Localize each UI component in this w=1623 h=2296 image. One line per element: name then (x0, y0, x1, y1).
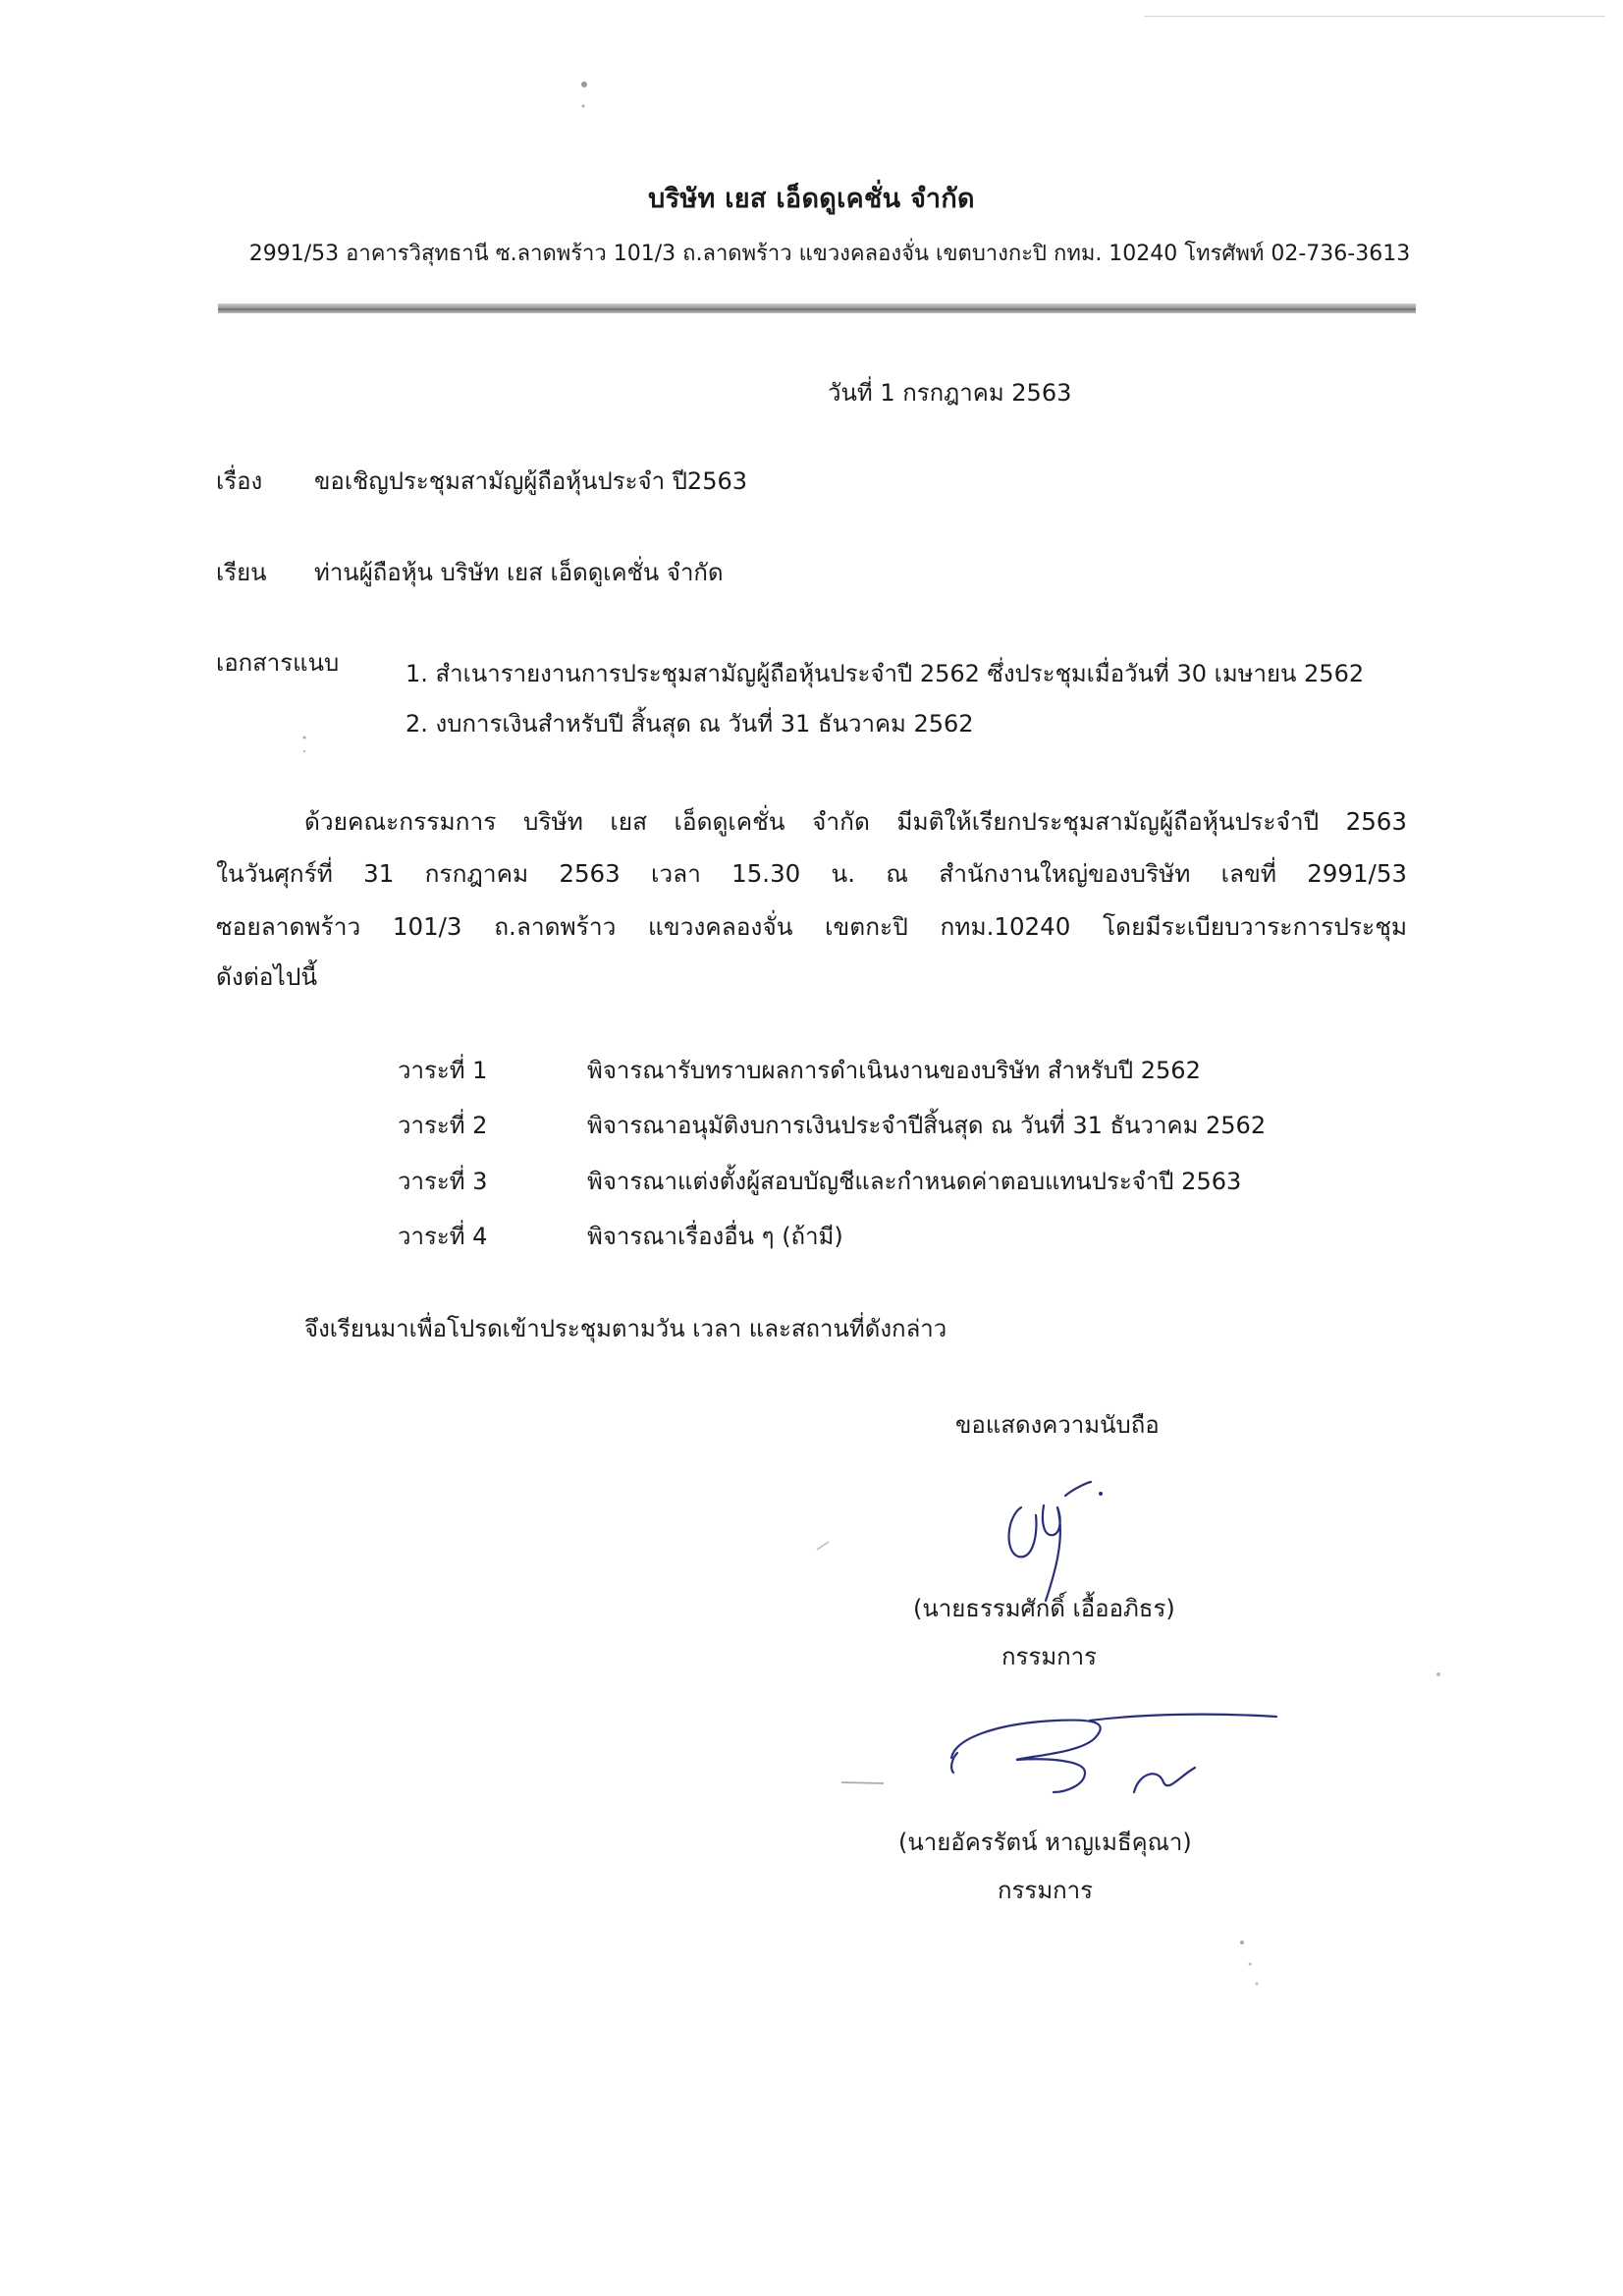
agenda-label: วาระที่ 3 (398, 1168, 488, 1195)
signatory-title: กรรมการ (1001, 1643, 1098, 1670)
agenda-text: พิจารณาอนุมัติงบการเงินประจำปีสิ้นสุด ณ วันที่ 31 ธันวาคม 2562 (587, 1112, 1267, 1139)
agenda-label: วาระที่ 4 (398, 1223, 488, 1250)
closing-text: จึงเรียนมาเพื่อโปรดเข้าประชุมตามวัน เวลา และสถานที่ดังกล่าว (304, 1315, 947, 1342)
scan-speck (839, 1777, 889, 1787)
scan-speck (815, 1532, 844, 1552)
scan-speck (574, 77, 594, 116)
regards-text: ขอแสดงความนับถือ (955, 1411, 1160, 1439)
signatory-title: กรรมการ (998, 1877, 1094, 1904)
company-name: บริษัท เยส เอ็ดดูเคชั่น จำกัด (648, 184, 975, 214)
handwritten-signature-1 (997, 1478, 1114, 1606)
agenda-label: วาระที่ 1 (398, 1057, 488, 1084)
scan-edge-line (1144, 16, 1605, 17)
scan-speck (1434, 1669, 1443, 1679)
letterhead-divider (218, 303, 1416, 313)
company-address: 2991/53 อาคารวิสุทธานี ซ.ลาดพร้าว 101/3 ถ.ลาดพร้าว แขวงคลองจั่น เขตบางกะปิ กทม. 10240 โทรศัพท์ 02-736-3613 (248, 242, 1411, 266)
enclosure-label: เอกสารแนบ (216, 649, 340, 677)
body-line: ด้วยคณะกรรมการ บริษัท เยส เอ็ดดูเคชั่น จำกัด มีมติให้เรียกประชุมสามัญผู้ถือหุ้นประจำปี 2563 (304, 807, 1407, 836)
agenda-text: พิจารณารับทราบผลการดำเนินงานของบริษัท สำหรับปี 2562 (587, 1057, 1201, 1084)
handwritten-signature-2 (938, 1699, 1281, 1807)
signatory-name: (นายธรรมศักดิ์ เอื้ออภิธร) (913, 1595, 1175, 1622)
agenda-text: พิจารณาเรื่องอื่น ๆ (ถ้ามี) (587, 1223, 843, 1250)
body-line: ในวันศุกร์ที่ 31 กรกฎาคม 2563 เวลา 15.30 น. ณ สำนักงานใหญ่ของบริษัท เลขที่ 2991/53 (216, 859, 1407, 888)
scan-speck (299, 732, 309, 761)
body-line: ดังต่อไปนี้ (216, 962, 318, 991)
letter-date: วันที่ 1 กรกฎาคม 2563 (828, 379, 1072, 407)
enclosure-item: 1. สำเนารายงานการประชุมสามัญผู้ถือหุ้นประจำปี 2562 ซึ่งประชุมเมื่อวันที่ 30 เมษายน 2562 (406, 660, 1365, 687)
signatory-name: (นายอัครรัตน์ หาญเมธีคุณา) (898, 1829, 1192, 1856)
body-line: ซอยลาดพร้าว 101/3 ถ.ลาดพร้าว แขวงคลองจั่น เขตกะปิ กทม.10240 โดยมีระเบียบวาระการประชุม (216, 912, 1407, 941)
addressee-label: เรียน (216, 559, 267, 586)
scan-speck (1232, 1935, 1262, 1994)
subject-text: ขอเชิญประชุมสามัญผู้ถือหุ้นประจำ ปี2563 (314, 467, 748, 495)
agenda-text: พิจารณาแต่งตั้งผู้สอบบัญชีและกำหนดค่าตอบแทนประจำปี 2563 (587, 1168, 1242, 1195)
addressee-text: ท่านผู้ถือหุ้น บริษัท เยส เอ็ดดูเคชั่น จำกัด (314, 559, 724, 586)
enclosure-item: 2. งบการเงินสำหรับปี สิ้นสุด ณ วันที่ 31 ธันวาคม 2562 (406, 710, 974, 738)
subject-label: เรื่อง (216, 467, 263, 495)
agenda-label: วาระที่ 2 (398, 1112, 488, 1139)
